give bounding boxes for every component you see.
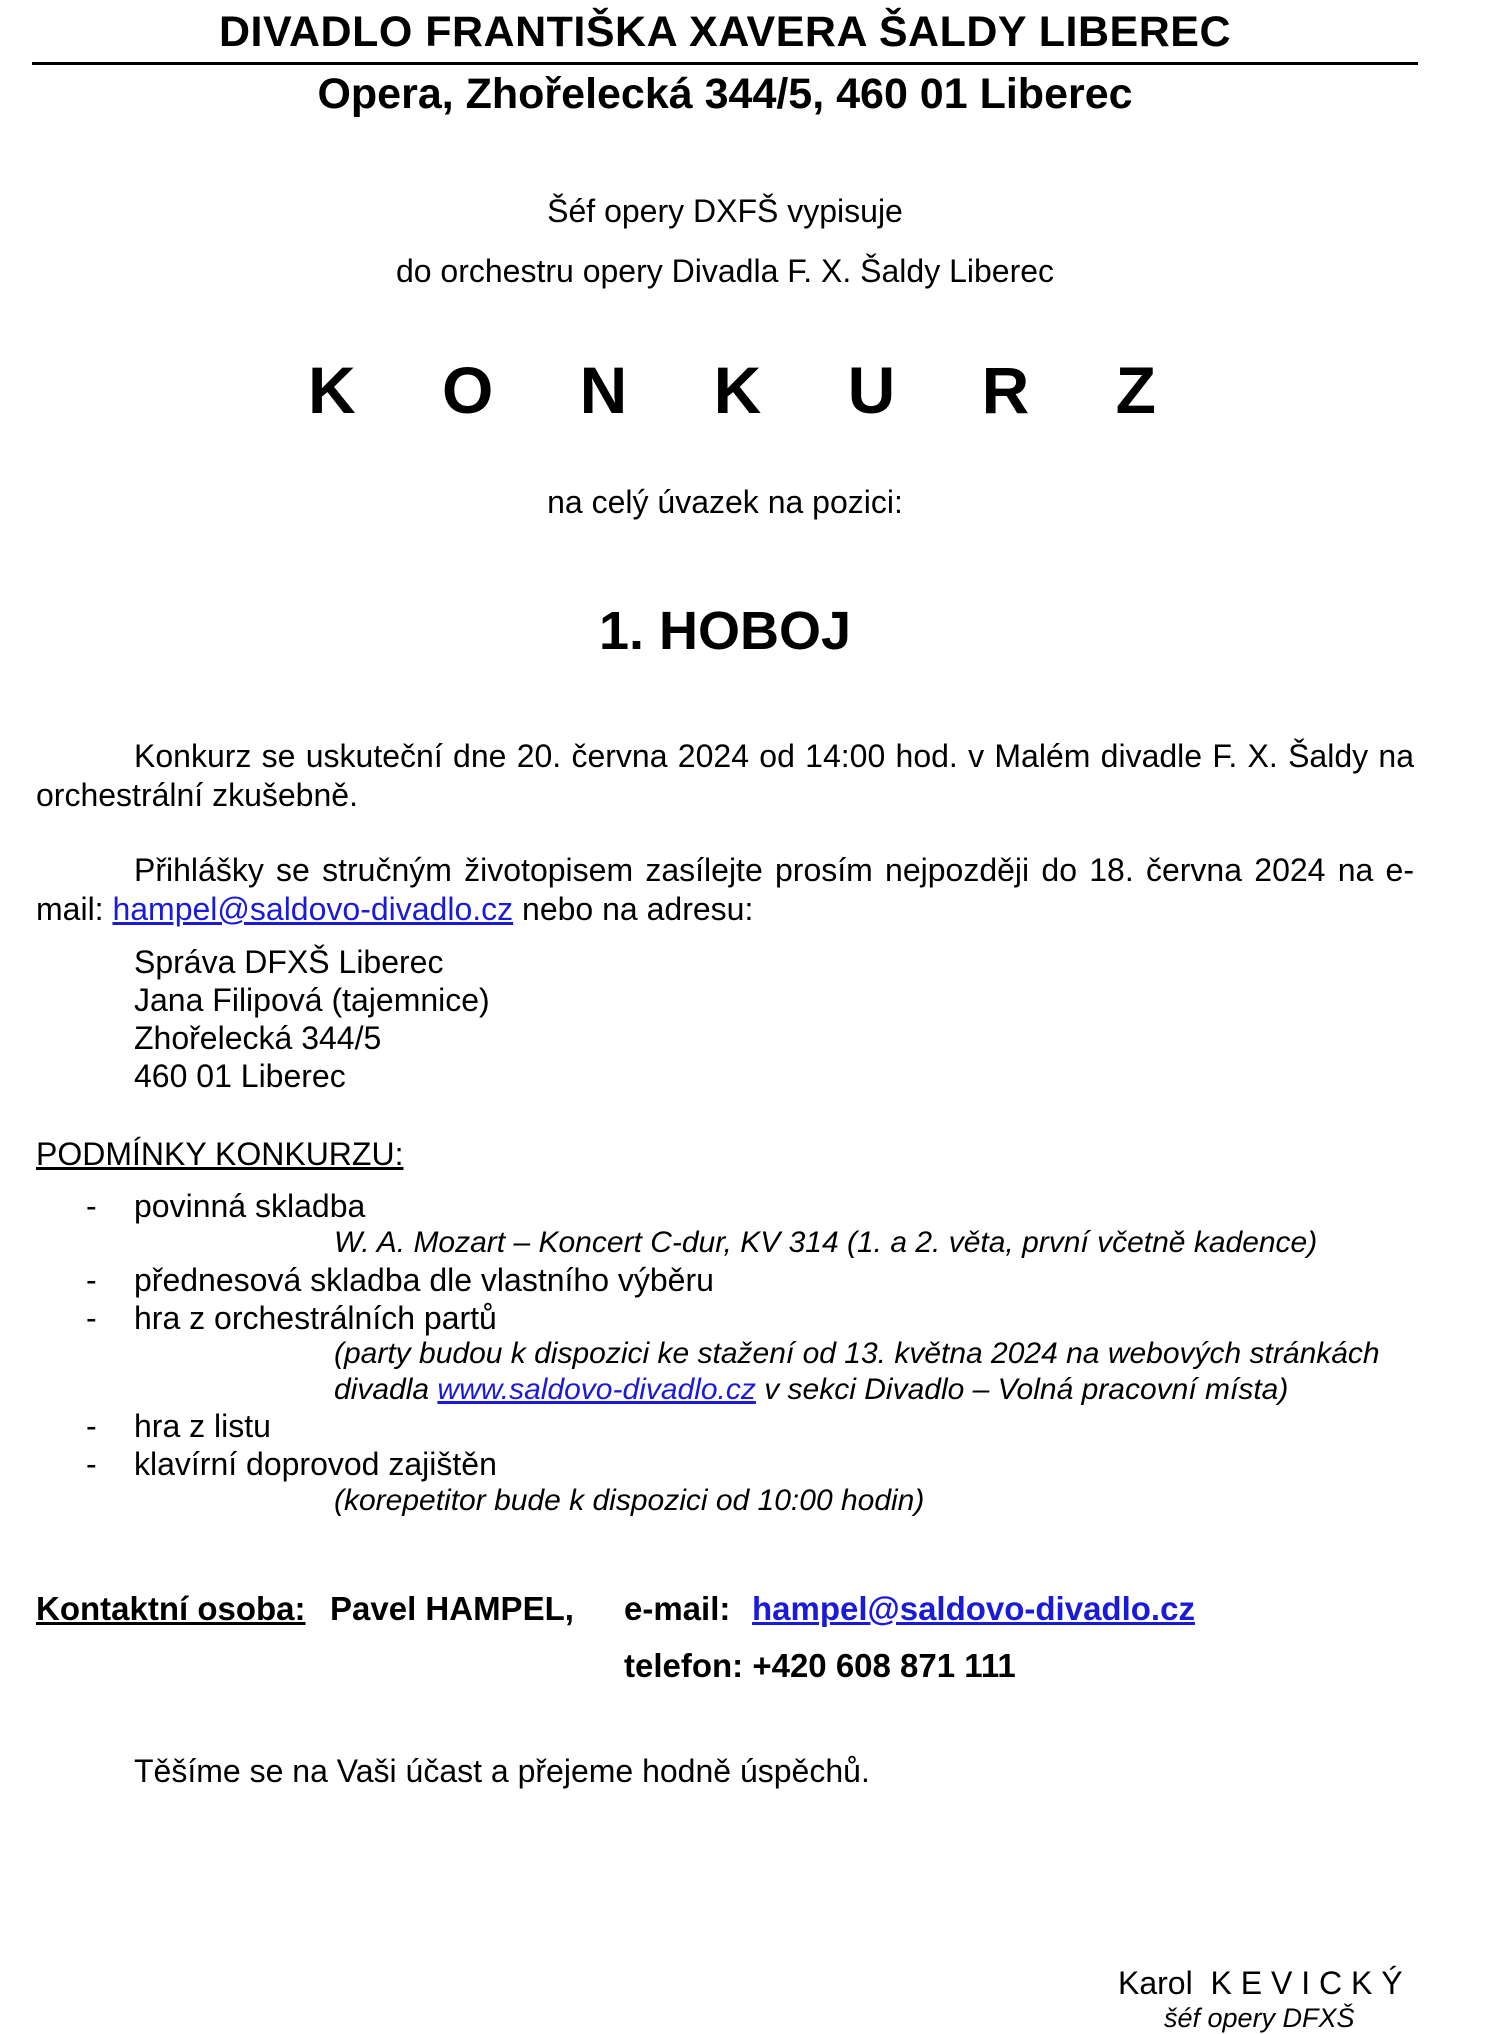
website-link[interactable]: www.saldovo-divadlo.cz: [437, 1373, 756, 1406]
list-bullet: -: [86, 1262, 97, 1298]
application-email-link[interactable]: hampel@saldovo-divadlo.cz: [112, 891, 514, 927]
list-bullet: -: [86, 1188, 97, 1224]
condition-item-5-note: (korepetitor bude k dispozici od 10:00 hodin): [334, 1484, 925, 1517]
application-paragraph: [36, 851, 1414, 929]
header-rule: [32, 62, 1418, 65]
audition-date-paragraph: [36, 737, 1414, 815]
signature-first-name: Karol: [1118, 1965, 1193, 2001]
condition-item-3: hra z orchestrálních partů: [134, 1300, 497, 1336]
contact-name: Pavel HAMPEL,: [330, 1590, 574, 1627]
application-text-after: nebo na adresu:: [513, 891, 754, 927]
application-text: [36, 851, 1414, 929]
note-text-after: v sekci Divadlo – Volná pracovní místa): [755, 1373, 1289, 1406]
signature-role: šéf opery DFXŠ: [1164, 2003, 1355, 2033]
contact-email-link[interactable]: hampel@saldovo-divadlo.cz: [752, 1590, 1195, 1627]
condition-item-1-note: W. A. Mozart – Koncert C-dur, KV 314 (1. a 2. věta, první včetně kadence): [334, 1226, 1318, 1259]
contact-label: Kontaktní osoba:: [36, 1590, 306, 1627]
page-title: K O N K U R Z: [308, 353, 1190, 427]
theatre-address: Opera, Zhořelecká 344/5, 460 01 Liberec: [317, 70, 1133, 118]
audition-date-text: Konkurz se uskuteční dne 20. června 2024 od 14:00 hod. v Malém divadle F. X. Šaldy na orchestrální zkušebně.: [36, 738, 1414, 813]
signature-name: [1118, 1965, 1403, 2002]
condition-item-1: povinná skladba: [134, 1188, 366, 1224]
list-bullet: -: [86, 1300, 97, 1336]
conditions-heading: PODMÍNKY KONKURZU:: [36, 1136, 404, 1172]
contact-email-label: e-mail:: [624, 1590, 731, 1627]
condition-item-3-note-line-2: [334, 1373, 1288, 1407]
subtitle: na celý úvazek na pozici:: [547, 484, 903, 520]
address-line-3: Zhořelecká 344/5: [134, 1020, 382, 1056]
position-title: 1. HOBOJ: [598, 601, 852, 661]
address-line-1: Správa DFXŠ Liberec: [134, 944, 444, 980]
address-line-4: 460 01 Liberec: [134, 1058, 346, 1094]
list-bullet: -: [86, 1408, 97, 1444]
intro-line-1: Šéf opery DXFŠ vypisuje: [547, 193, 903, 229]
closing-text: Těšíme se na Vaši účast a přejeme hodně úspěchů.: [134, 1753, 870, 1789]
condition-item-5: klavírní doprovod zajištěn: [134, 1446, 497, 1482]
list-bullet: -: [86, 1446, 97, 1482]
condition-item-3-note-line-1: (party budou k dispozici ke stažení od 13. května 2024 na webových stránkách: [334, 1337, 1380, 1370]
signature-surname: K E V I C K Ý: [1210, 1965, 1403, 2001]
postal-address: [134, 943, 490, 1095]
address-line-2: Jana Filipová (tajemnice): [134, 982, 490, 1018]
condition-item-2: přednesová skladba dle vlastního výběru: [134, 1262, 714, 1298]
contact-phone: telefon: +420 608 871 111: [624, 1647, 1016, 1684]
application-text-before: Přihlášky se stručným životopisem zasílejte prosím nejpozději do 18. června 2024 na e-mail:: [36, 852, 1414, 927]
condition-item-4: hra z listu: [134, 1408, 271, 1444]
intro-line-2: do orchestru opery Divadla F. X. Šaldy Liberec: [395, 253, 1055, 289]
theatre-name: DIVADLO FRANTIŠKA XAVERA ŠALDY LIBEREC: [218, 8, 1232, 56]
note-text-before: divadla: [334, 1373, 438, 1406]
